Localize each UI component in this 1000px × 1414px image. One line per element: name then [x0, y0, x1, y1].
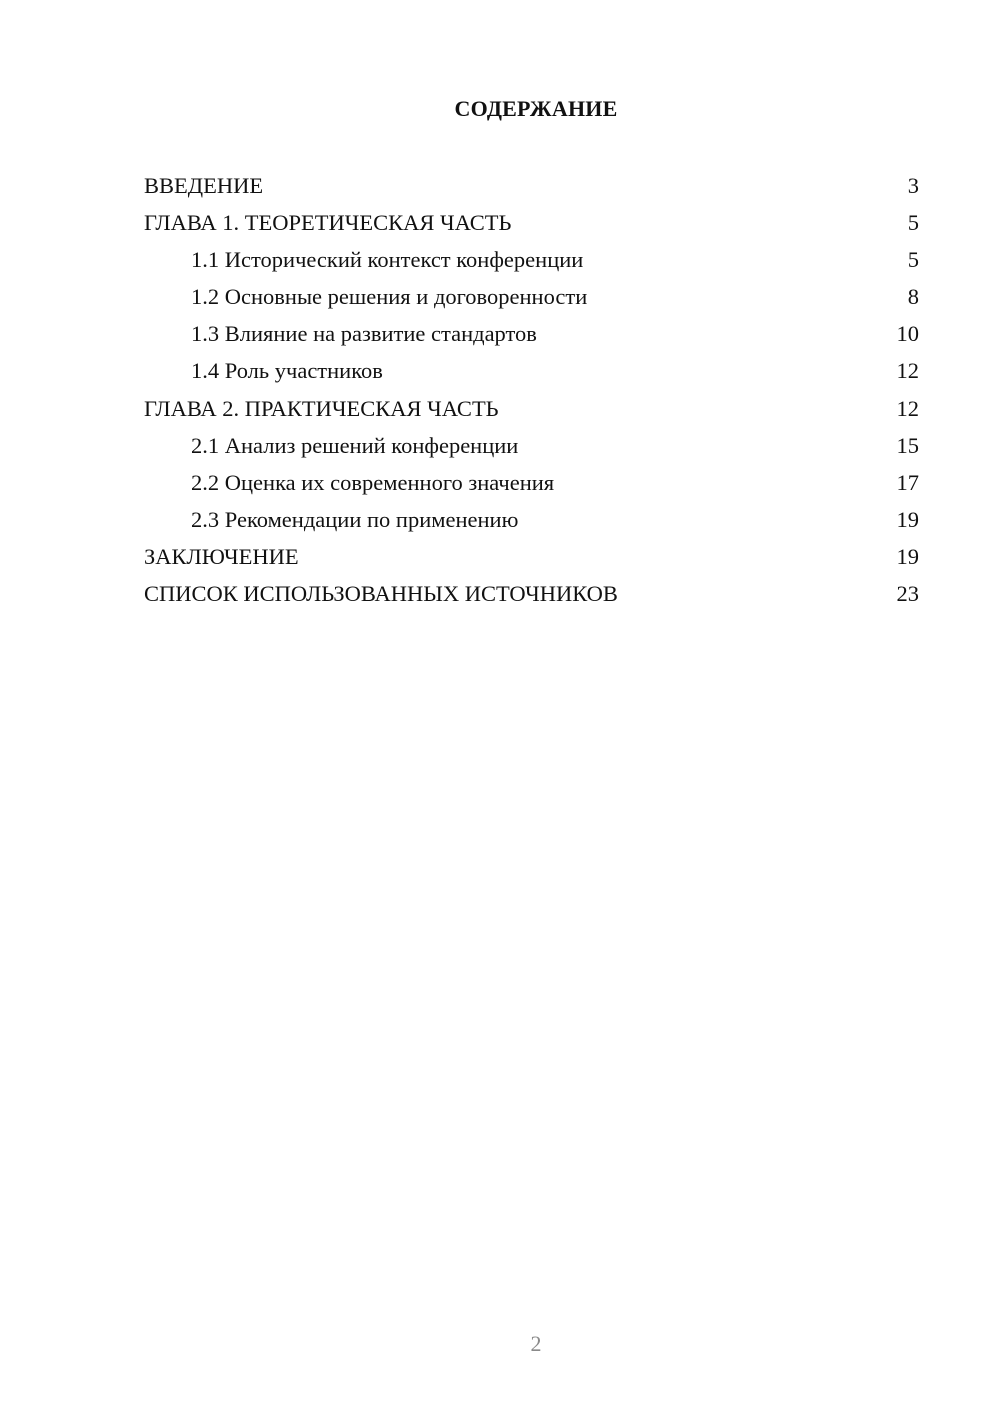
table-of-contents — [144, 167, 919, 612]
toc-entry-page-number: 12 — [896, 358, 919, 384]
toc-entry — [144, 427, 919, 464]
toc-entry-page-number: 15 — [896, 432, 919, 458]
toc-entry-label: ГЛАВА 2. ПРАКТИЧЕСКАЯ ЧАСТЬ — [144, 395, 499, 421]
toc-entry-label: ГЛАВА 1. ТЕОРЕТИЧЕСКАЯ ЧАСТЬ — [144, 210, 512, 236]
toc-entry-page-number: 12 — [896, 395, 919, 421]
toc-entry-page-number: 3 — [907, 173, 919, 198]
toc-entry-label: 2.2 Оценка их современного значения — [191, 469, 555, 495]
toc-entry-page-number: 17 — [896, 469, 919, 495]
toc-entry — [144, 352, 919, 389]
toc-entry-label: 1.2 Основные решения и договоренности — [191, 284, 588, 310]
toc-entry — [144, 241, 919, 278]
toc-entry-page-number: 8 — [907, 284, 919, 310]
toc-entry — [144, 464, 919, 501]
toc-entry-label: 2.1 Анализ решений конференции — [191, 432, 519, 458]
toc-entry-label: ЗАКЛЮЧЕНИЕ — [144, 543, 299, 569]
toc-entry-page-number: 5 — [907, 247, 919, 273]
toc-entry — [144, 278, 919, 315]
page-number: 2 — [530, 1331, 542, 1356]
toc-entry — [144, 390, 919, 427]
toc-entry-label: СПИСОК ИСПОЛЬЗОВАННЫХ ИСТОЧНИКОВ — [144, 581, 618, 607]
toc-entry-page-number: 23 — [896, 581, 919, 607]
toc-entry-page-number: 19 — [896, 506, 919, 532]
toc-entry-label: 2.3 Рекомендации по применению — [191, 506, 519, 532]
toc-entry — [144, 167, 919, 204]
page-title: СОДЕРЖАНИЕ — [454, 96, 618, 121]
toc-entry — [144, 315, 919, 352]
toc-entry-label: 1.4 Роль участников — [191, 358, 383, 384]
toc-entry-page-number: 5 — [907, 210, 919, 236]
toc-entry — [144, 204, 919, 241]
toc-entry-label: 1.3 Влияние на развитие стандартов — [191, 321, 537, 347]
toc-entry — [144, 538, 919, 575]
toc-entry-page-number: 10 — [896, 321, 919, 347]
toc-entry-page-number: 19 — [896, 543, 919, 569]
toc-entry — [144, 501, 919, 538]
toc-entry-label: ВВЕДЕНИЕ — [144, 173, 264, 198]
toc-entry — [144, 575, 919, 612]
toc-entry-label: 1.1 Исторический контекст конференции — [191, 247, 584, 273]
